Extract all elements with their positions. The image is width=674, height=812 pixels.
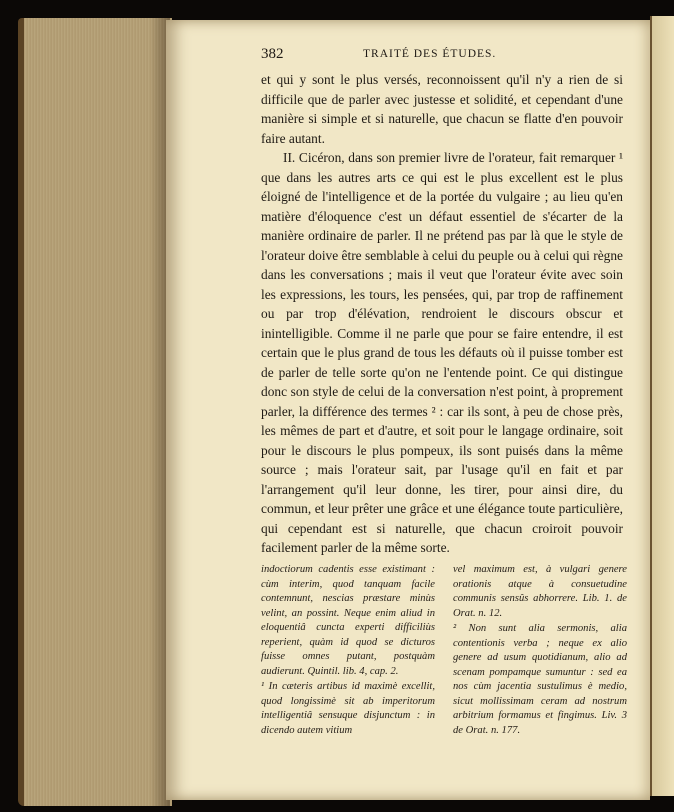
main-text (261, 70, 623, 560)
page-number: 382 (261, 46, 284, 62)
footnote-1-continuation: vel maximum est, à vulgari genere orationis atque à consuetudine communis sensûs abhorrere. Lib. 1. de Orat. n. 12. (453, 564, 627, 619)
book-page (166, 20, 650, 800)
footnote-column-left (261, 563, 435, 739)
footnote-1: ¹ In cæteris artibus id maximè excellit, quod longissimè sit ab imperitorum intelligentiâ sensuque disjunctum : in dicendo autem vitium (261, 681, 435, 736)
book-page-edges (18, 18, 172, 806)
running-title: TRAITÉ DES ÉTUDES. (363, 48, 497, 60)
footnotes (261, 563, 627, 768)
footnote-column-right (453, 563, 627, 739)
body-paragraph-2: II. Cicéron, dans son premier livre de l'orateur, fait remarquer ¹ que dans les autres arts ce qui est le plus excellent est le plus éloigné de l'intelligence et de la portée du vulgaire ; au lieu qu'en matière d'éloquence c'est un défaut essentiel de s'écarter de la manière ordinaire de parler. Il ne prétend pas par là que le style de l'orateur doive être semblable à celui du peuple ou à celui qui règne dans les conversations ; mais il veut que l'orateur évite avec soin les expressions, les tours, les pensées, qui, par trop de raffinement ou par trop d'élévation, rendroient le discours obscur et inintelligible. Comme il ne parle que pour se faire entendre, il est certain que le plus grand de tous les défauts où il puisse tomber est de parler de telle sorte qu'on ne l'entende point. Ce qui distingue donc son style de celui de la conversation n'est point, à proprement parler, la différence des termes ² : car ils sont, à peu de chose près, les mêmes de part et d'autre, et soit pour le langage ordinaire, soit pour le discours le plus pompeux, ils sont puisés dans la même source ; mais l'orateur sait, par l'usage qu'il en fait et par l'arrangement qu'il leur donne, les tirer, pour ainsi dire, du commun, et leur prêter une grâce et une élégance toute particulière, qui cependant est si naturelle, que chacun croiroit pouvoir facilement parler de la même sorte. (261, 150, 623, 555)
footnote-continuation: indoctiorum cadentis esse existimant : cùm interim, quod tanquam facile contemnunt, nescias præstare minùs velint, an possint. Neque enim aliud in eloquentiâ cuncta experti difficiliùs reperient, quàm id quod se dicturos fuisse omnes putant, postquàm audierunt. Quintil. lib. 4, cap. 2. (261, 564, 435, 677)
facing-page-edge (650, 16, 674, 796)
body-paragraph-1: et qui y sont le plus versés, reconnoissent qu'il n'y a rien de si difficile que de parler avec justesse et solidité, et cependant d'une manière si simple et si naturelle, que chacun se flatte d'en pouvoir faire autant. (261, 72, 623, 146)
footnote-2: ² Non sunt alia sermonis, alia contentionis verba ; neque ex alio genere ad usum quotidianum, alio ad scenam pompamque sumuntur : sed ea nos cùm jacentia sustulimus è medio, sicut mollissimam ceram ad nostrum arbitrium formamus et fingimus. Liv. 3 de Orat. n. 177. (453, 623, 627, 736)
running-head (261, 46, 631, 66)
